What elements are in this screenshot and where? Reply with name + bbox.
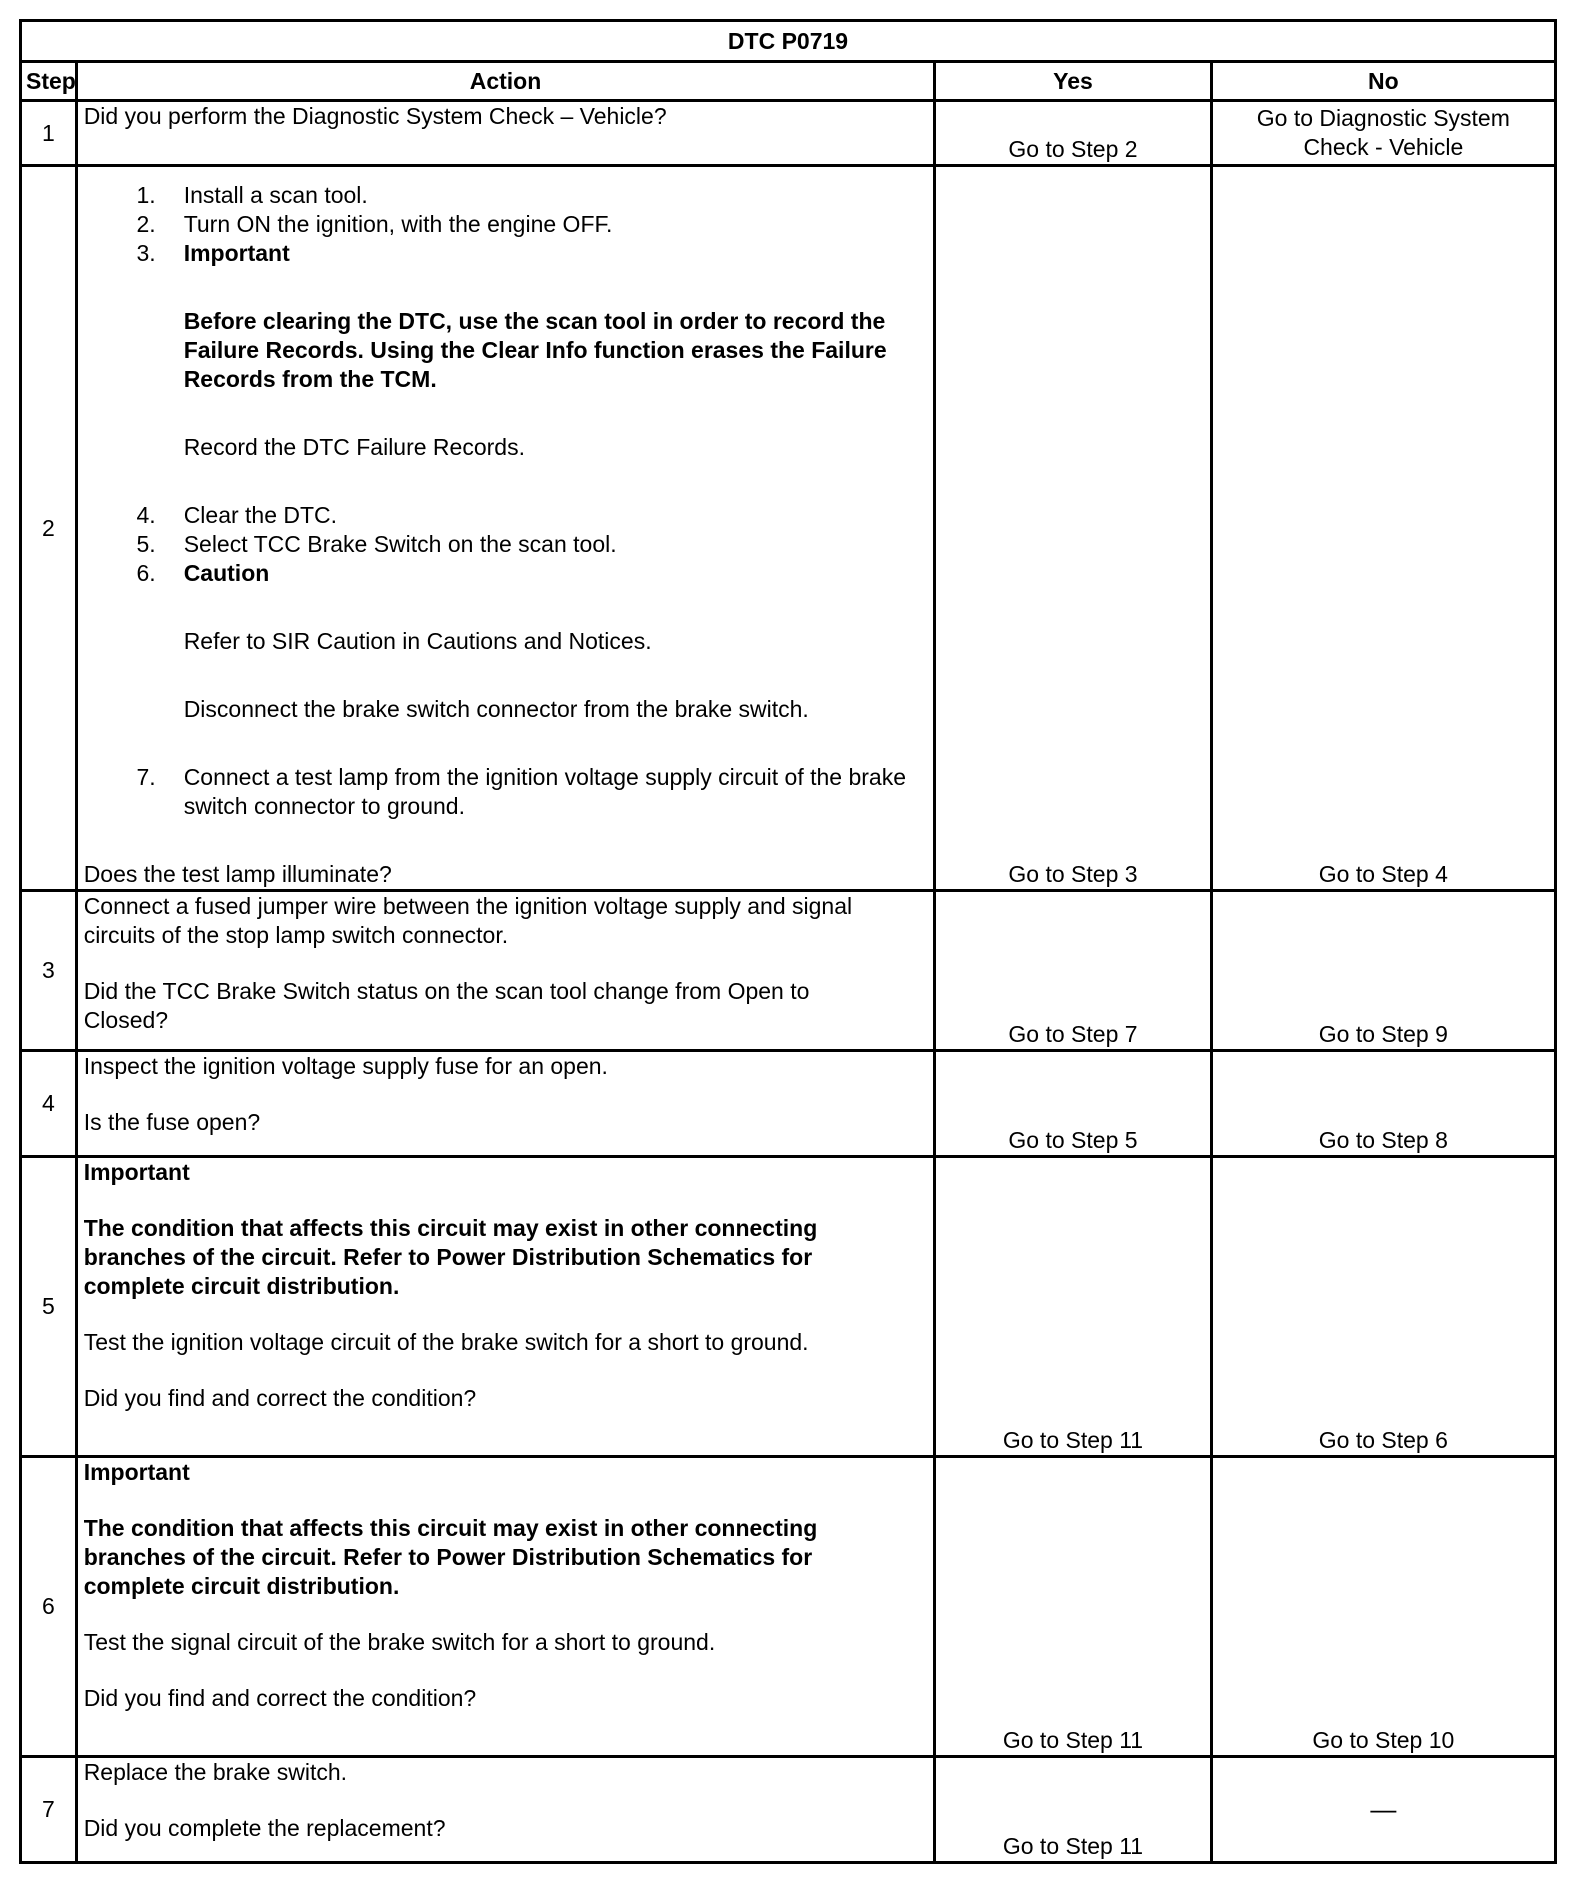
yes-cell: Go to Step 2	[935, 101, 1211, 166]
no-cell	[1211, 101, 1555, 166]
table-header-row	[21, 62, 1556, 101]
action-text: Did you perform the Diagnostic System Check – Vehicle?	[83, 103, 667, 129]
list-item: 5. Select TCC Brake Switch on the scan tool.	[136, 531, 617, 557]
header-step: Step	[21, 62, 77, 101]
no-cell: Go to Step 8	[1211, 1051, 1555, 1157]
header-action: Action	[76, 62, 935, 101]
step-number: 3	[21, 891, 77, 1051]
yes-cell: Go to Step 11	[935, 1457, 1211, 1757]
question-text: Did you find and correct the condition?	[83, 1685, 477, 1711]
action-cell	[76, 1157, 935, 1457]
table-row	[21, 166, 1556, 891]
action-cell	[76, 1457, 935, 1757]
step-number: 5	[21, 1157, 77, 1457]
important-heading: Important	[83, 1459, 190, 1485]
table-row	[21, 1757, 1556, 1863]
no-cell: Go to Step 4	[1211, 166, 1555, 891]
question-text: Is the fuse open?	[83, 1109, 261, 1135]
question-text: Did you complete the replacement?	[83, 1815, 446, 1841]
table-row	[21, 891, 1556, 1051]
question-text: Did you find and correct the condition?	[83, 1385, 477, 1411]
step-number: 1	[21, 101, 77, 166]
action-text: Inspect the ignition voltage supply fuse for an open.	[83, 1053, 608, 1079]
action-text: Replace the brake switch.	[83, 1759, 348, 1785]
instruction-list	[84, 763, 930, 821]
list-item: 3. Important	[136, 240, 290, 266]
important-note: The condition that affects this circuit may exist in other connecting branches of the circuit. Refer to Power Distribution Schematics for complete circuit distribution.	[83, 1515, 824, 1599]
yes-cell: Go to Step 11	[935, 1157, 1211, 1457]
header-yes: Yes	[935, 62, 1211, 101]
question-text: Did the TCC Brake Switch status on the scan tool change from Open to Closed?	[83, 978, 816, 1033]
yes-cell: Go to Step 3	[935, 166, 1211, 891]
step-number: 2	[21, 166, 77, 891]
important-heading: Important	[83, 1159, 190, 1185]
table-row	[21, 1157, 1556, 1457]
step-number: 6	[21, 1457, 77, 1757]
action-text: Test the signal circuit of the brake switch for a short to ground.	[83, 1629, 716, 1655]
caution-note: Refer to SIR Caution in Cautions and Notices.	[183, 628, 652, 654]
important-note: The condition that affects this circuit may exist in other connecting branches of the circuit. Refer to Power Distribution Schematics for complete circuit distribution.	[83, 1215, 824, 1299]
list-item: 1. Install a scan tool.	[136, 182, 368, 208]
action-text: Connect a fused jumper wire between the ignition voltage supply and signal circuits of the stop lamp switch connector.	[83, 893, 859, 948]
step-number: 7	[21, 1757, 77, 1863]
diagnostic-page	[19, 19, 1557, 1864]
yes-cell: Go to Step 11	[935, 1757, 1211, 1863]
diagnostic-table	[19, 19, 1557, 1864]
list-item: 7. Connect a test lamp from the ignition voltage supply circuit of the brake switch connector to ground.	[136, 764, 907, 819]
list-item: 4. Clear the DTC.	[136, 502, 338, 528]
action-cell	[76, 166, 935, 891]
table-row	[21, 1457, 1556, 1757]
table-row	[21, 101, 1556, 166]
table-row	[21, 1051, 1556, 1157]
table-title: DTC P0719	[21, 21, 1556, 62]
record-text: Record the DTC Failure Records.	[183, 434, 525, 460]
action-cell	[76, 1757, 935, 1863]
no-cell: Go to Step 10	[1211, 1457, 1555, 1757]
list-item: 2. Turn ON the ignition, with the engine OFF.	[136, 211, 613, 237]
action-cell	[76, 101, 935, 166]
no-text: Go to Diagnostic System Check - Vehicle	[1256, 105, 1510, 160]
disconnect-text: Disconnect the brake switch connector from the brake switch.	[183, 696, 809, 722]
no-cell: Go to Step 6	[1211, 1157, 1555, 1457]
yes-cell: Go to Step 7	[935, 891, 1211, 1051]
instruction-list	[84, 501, 930, 588]
table-title-row	[21, 21, 1556, 62]
action-text: Test the ignition voltage circuit of the brake switch for a short to ground.	[83, 1329, 809, 1355]
header-no: No	[1211, 62, 1555, 101]
no-cell: —	[1211, 1757, 1555, 1863]
question-text: Does the test lamp illuminate?	[83, 861, 392, 887]
yes-cell: Go to Step 5	[935, 1051, 1211, 1157]
important-note: Before clearing the DTC, use the scan tool in order to record the Failure Records. Using the Clear Info function erases the Failure Records from the TCM.	[183, 308, 894, 392]
no-cell: Go to Step 9	[1211, 891, 1555, 1051]
list-item: 6. Caution	[136, 560, 270, 586]
instruction-list	[84, 181, 930, 268]
action-cell	[76, 891, 935, 1051]
action-cell	[76, 1051, 935, 1157]
step-number: 4	[21, 1051, 77, 1157]
